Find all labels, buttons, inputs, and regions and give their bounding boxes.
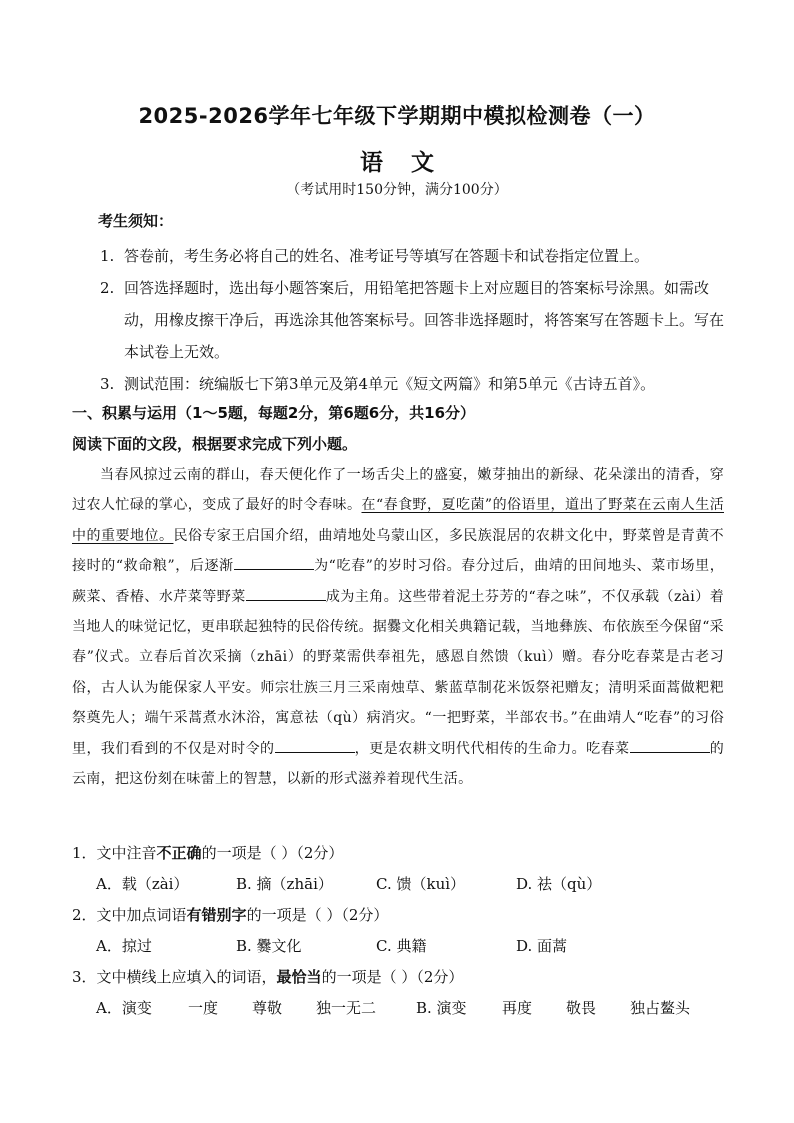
notice-heading: 考生须知： [98,212,174,230]
option-word: 尊敬 [252,999,283,1017]
notice-number: 3. [100,375,115,393]
option-b[interactable]: B. 摘（zhāi） [236,875,333,893]
fill-blank [275,738,355,753]
subject-char-2: 文 [411,150,434,176]
exam-time-note: （考试用时150分钟，满分100分） [286,182,508,198]
notice-number: 2. [100,279,115,297]
exam-title: 2025-2026学年七年级下学期期中模拟检测卷（一） [138,104,656,128]
section-heading: 一、积累与运用（1～5题，每题2分，第6题6分，共16分） [72,404,476,422]
option-a[interactable]: A．掠过 [96,937,152,955]
question-text: 2．文中加点词语 [72,906,187,924]
option-c[interactable]: C. 典籍 [376,937,427,955]
subject-char-1: 语 [360,150,383,176]
option-word: B. 演变 [416,999,467,1017]
option-word: 再度 [502,999,533,1017]
underlined-sentence: 在“春食野，夏吃菌”的俗语里，道出了野菜在云南人生活中的重要地位。 [72,497,724,544]
question-text: 的一项是（ ）（2分） [246,906,389,924]
notice-item [100,240,730,272]
option-word: 敬畏 [566,999,597,1017]
notice-text: 测试范围：统编版七下第3单元及第4单元《短文两篇》和第5单元《古诗五首》。 [124,375,656,393]
question-text: 的一项是（ ）（2分） [201,844,344,862]
question-1-options [72,869,732,900]
reading-passage [72,460,724,794]
subject-title [0,144,794,177]
question-emphasis: 最恰当 [276,968,322,986]
question-text: 1．文中注音 [72,844,157,862]
option-a[interactable]: A．载（zài） [96,875,189,893]
fill-blank [630,738,710,753]
passage-text: ，更是农耕文明代代相传的生命力。吃春菜 [354,740,630,757]
notice-number: 1. [100,247,115,265]
question-3-options [72,993,732,1024]
passage-text: 民俗专家王启国介绍，曲靖地处乌蒙山区，多民族混居的农耕文化中，野菜曾是青黄不接时的“救命粮”，后逐渐 [72,527,724,575]
reading-instruction: 阅读下面的文段，根据要求完成下列小题。 [72,435,358,453]
passage-text: 成为主角。这些带着泥土芬芳的“春之味”，不仅承载（zài）着当地人的味觉记忆，更串联起独特的民俗传统。据爨文化相关典籍记载，当地彝族、布依族至今保留“采春”仪式。立春后首次采摘（zhāi）的野菜需供奉祖先，感恩自然馈（kuì）赠。春分吃春菜是古老习俗，古人认为能保家人平安。师宗壮族三月三采南烛草、紫蓝草制花米饭祭祀赠友；清明采面蒿做粑粑祭奠先人；端午采蒿煮水沐浴，寓意祛（qù）病消灾。“一把野菜，半部农书。”在曲靖人“吃春”的习俗里，我们看到的不仅是对时令的 [72,588,724,757]
option-d[interactable]: D. 祛（qù） [516,875,602,893]
option-b[interactable]: B. 爨文化 [236,937,302,955]
question-2-options [72,931,732,962]
option-d[interactable]: D. 面蒿 [516,937,568,955]
option-c[interactable]: C. 馈（kuì） [376,875,466,893]
question-emphasis: 有错别字 [186,906,247,924]
fill-blank [234,555,314,570]
question-list [72,838,732,1024]
option-word: A．演变 [96,999,152,1017]
passage-text: 的云南，把这份刻在味蕾上的智慧，以新的形式滋养着现代生活。 [72,740,724,788]
question-2 [72,900,732,931]
notice-list [100,240,730,400]
notice-text: 回答选择题时，选出每小题答案后，用铅笔把答题卡上对应题目的答案标号涂黑。如需改动，用橡皮擦干净后，再选涂其他答案标号。回答非选择题时，将答案写在答题卡上。写在本试卷上无效。 [124,279,725,361]
question-emphasis: 不正确 [156,844,202,862]
notice-item [100,272,730,368]
notice-text: 答卷前，考生务必将自己的姓名、准考证号等填写在答题卡和试卷指定位置上。 [124,247,650,265]
option-a[interactable] [96,993,416,1024]
question-1 [72,838,732,869]
question-3 [72,962,732,993]
option-b[interactable] [416,993,736,1024]
notice-item [100,368,730,400]
passage-text: 当春风掠过云南的群山，春天便化作了一场舌尖上的盛宴，嫩芽抽出的新绿、花朵漾出的清香，穿过农人忙碌的掌心，变成了最好的时令春味。 [72,467,724,514]
passage-text: 为“吃春”的岁时习俗。春分过后，曲靖的田间地头、菜市场里，蕨菜、香椿、水芹菜等野菜 [72,558,725,605]
question-text: 的一项是（ ）（2分） [321,968,464,986]
option-word: 独占鳌头 [630,999,691,1017]
option-word: 一度 [188,999,219,1017]
question-text: 3．文中横线上应填入的词语， [72,968,277,986]
option-word: 独一无二 [316,999,377,1017]
fill-blank [246,586,326,601]
